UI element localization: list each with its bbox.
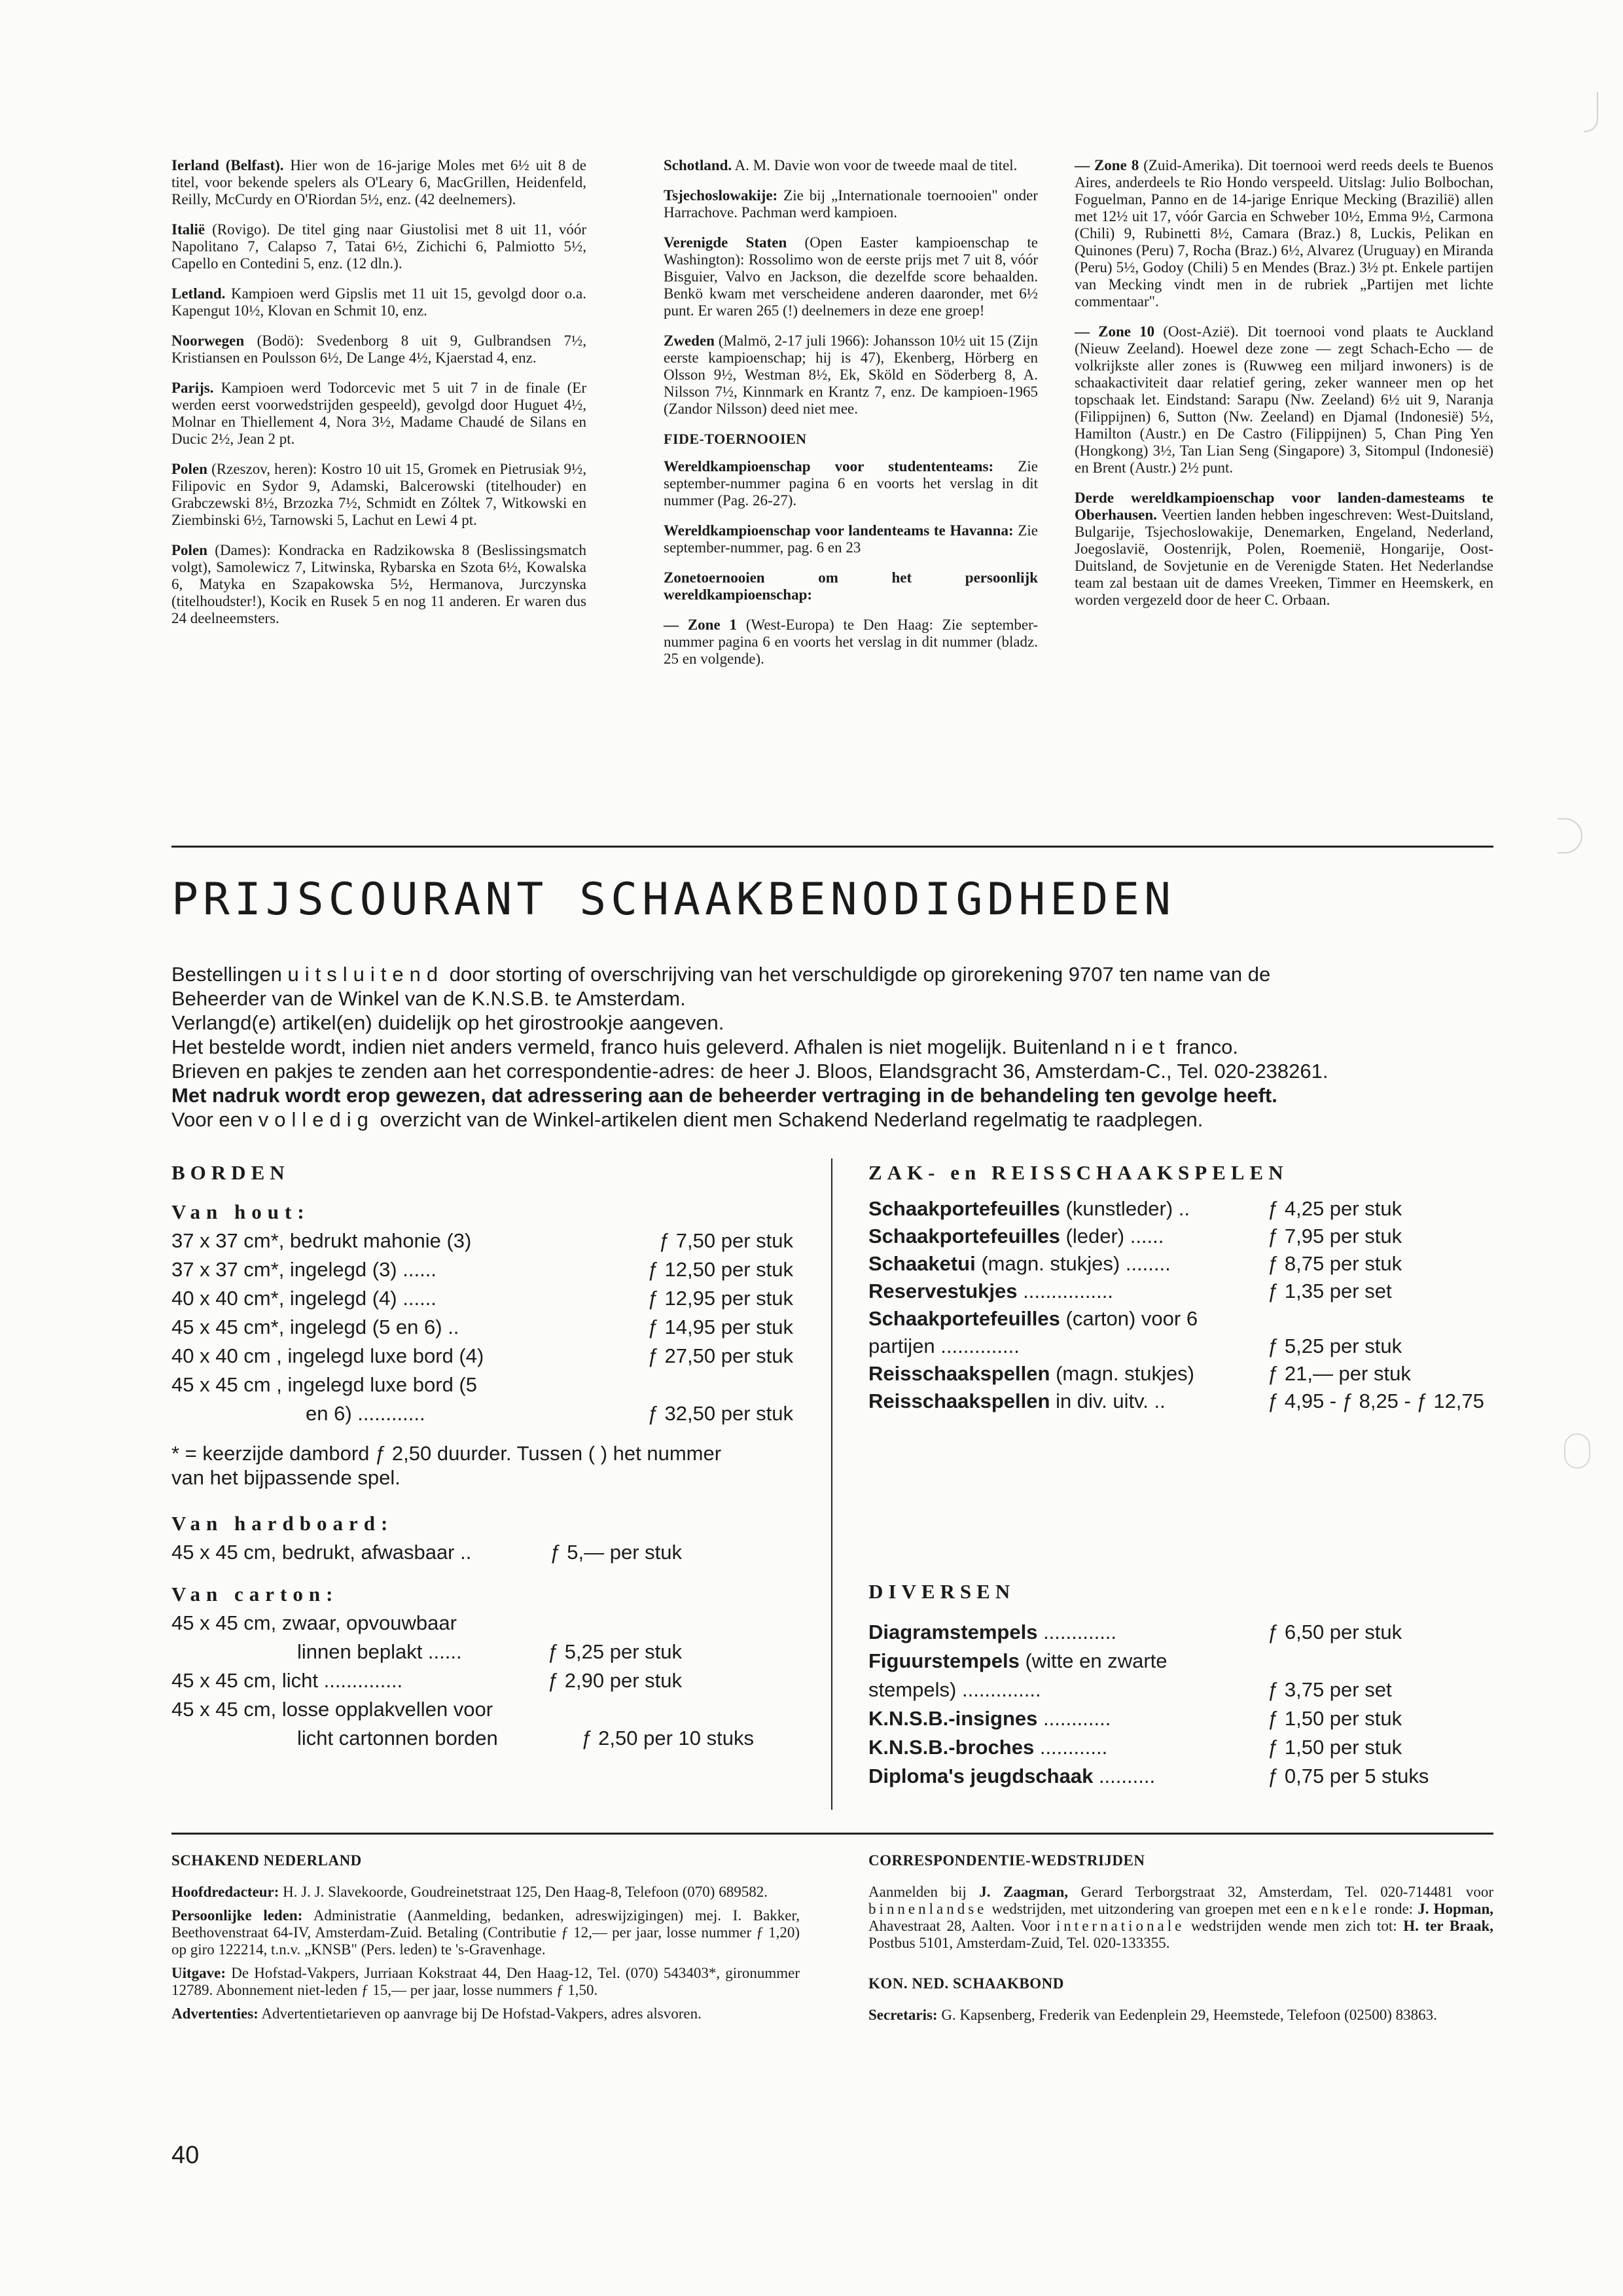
price-row: 45 x 45 cm, zwaar, opvouwbaar: [171, 1611, 457, 1634]
price-row: Diploma's jeugdschaak .......... ƒ 0,75 per 5 stuks: [868, 1765, 1429, 1787]
scan-mark-3: [1564, 1433, 1590, 1469]
price-row: 45 x 45 cm*, ingelegd (5 en 6) .. ƒ 14,95 per stuk: [171, 1316, 793, 1338]
paragraph-tsjechoslowakije: Tsjechoslowakije: Zie bij „Internationale toernooien" onder Harrachove. Pachman werd kampioen.: [664, 187, 1038, 221]
price-row: 37 x 37 cm*, ingelegd (3) ...... ƒ 12,50 per stuk: [171, 1258, 793, 1281]
price-row: Reisschaakspellen (magn. stukjes) ƒ 21,— per stuk: [868, 1362, 1411, 1385]
correspondentie-text: Aanmelden bij J. Zaagman, Gerard Terborgstraat 32, Amsterdam, Tel. 020-714481 voor binnenlandse wedstrijden, met uitzondering van groepen met een enkele ronde: J. Hopman, Ahavestraat 28, Aalten. Voor internationale wedstrijden wende men zich tot: H. ter Braak, Postbus 5101, Amsterdam-Zuid, Tel. 020-133355.: [868, 1884, 1493, 1951]
paragraph-letland: Letland. Kampioen werd Gipslis met 11 uit 15, gevolgd door o.a. Kapengut 10½, Klovan en Schmit 10, enz.: [171, 285, 586, 319]
page-number: 40: [171, 2142, 200, 2169]
price-row: Schaaketui (magn. stukjes) ........ ƒ 8,75 per stuk: [868, 1252, 1402, 1275]
footer-persoonlijke-leden: Persoonlijke leden: Administratie (Aanmelding, bedanken, adreswijzigingen) mej. I. Bakker, Beethovenstraat 64-IV, Amsterdam-Zuid. Betaling (Contributie ƒ 12,— per jaar, losse nummer ƒ 1,20) op giro 122214, t.n.v. „KNSB" (Pers. leden) te 's-Gravenhage.: [171, 1907, 800, 1958]
intro-line-5: Brieven en pakjes te zenden aan het correspondentie-adres: de heer J. Bloos, Elandsgracht 36, Amsterdam-C., Tel. 020-238261.: [171, 1060, 1329, 1083]
price-row: en 6) ............ ƒ 32,50 per stuk: [306, 1402, 793, 1425]
price-row: K.N.S.B.-broches ............ ƒ 1,50 per stuk: [868, 1736, 1402, 1759]
hout-list: [171, 1227, 793, 1428]
scan-mark-2: [1558, 818, 1582, 853]
intro-line-1: Bestellingen uitsluitend door storting of overschrijving van het verschuldigde op girorekening 9707 ten name van de: [171, 963, 1271, 986]
knsb-secretaris: Secretaris: G. Kapsenberg, Frederik van Eedenplein 29, Heemstede, Telefoon (02500) 83863.: [868, 2007, 1437, 2023]
price-row: Diagramstempels ............. ƒ 6,50 per stuk: [868, 1621, 1402, 1643]
scan-mark-1: [1584, 92, 1598, 132]
footer-hoofdredacteur: Hoofdredacteur: H. J. J. Slavekoorde, Goudreinetstraat 125, Den Haag-8, Telefoon (070) 689582.: [171, 1884, 768, 1900]
footer-correspondentie: [868, 1852, 1493, 2030]
paragraph-parijs: Parijs. Kampioen werd Todorcevic met 5 uit 7 in de finale (Er werden eerst voorwedstrijden gespeeld), gevolgd door Huguet 4½, Molnar en Thiellement 4, Nora 3½, Madame Chaudé de Silans en Ducic 2½, Jean 2 pt.: [171, 380, 586, 447]
schakend-heading: SCHAKEND NEDERLAND: [171, 1852, 362, 1869]
price-row: Figuurstempels (witte en zwarte: [868, 1649, 1168, 1672]
price-list-title: PRIJSCOURANT SCHAAKBENODIGDHEDEN: [171, 874, 1176, 925]
borden-heading: BORDEN: [171, 1161, 290, 1184]
paragraph-zweden: Zweden (Malmö, 2-17 juli 1966): Johansson 10½ uit 15 (Zijn eerste kampioenschap; hij is 47), Ekenberg, Hörberg en Olsson 9½, Westman 8½, Ek, Sköld en Söderberg 8, A. Nilsson 7½, Kinnmark en Krantz 7, enz. De kampioen-1965 (Zandor Nilsson) deed niet mee.: [664, 332, 1038, 417]
price-row: 45 x 45 cm, licht .............. ƒ 2,90 per stuk: [171, 1669, 682, 1692]
price-list-intro: [171, 962, 1451, 1132]
price-row: partijen .............. ƒ 5,25 per stuk: [868, 1335, 1402, 1357]
diversen-list: [868, 1618, 1497, 1791]
diversen-heading: DIVERSEN: [868, 1580, 1016, 1603]
paragraph-zone-8: — Zone 8 (Zuid-Amerika). Dit toernooi werd reeds deels te Buenos Aires, anderdeels te Rio Hondo verspeeld. Uitslag: Julio Bolbochan, Foguelman, Panno en de 14-jarige Enrique Mecking (Brazilië) allen met 12½ uit 17, vóór Garcia en Schweber 10½, Emma 9½, Carmona (Chili) 9, Rubinetti 8½, Camara (Braz.) 8, Luckis, Pelikan en Quinones (Peru) 7, Rocha (Braz.) 6½, Alvarez (Uruguay) en Miranda (Peru) 5½, Godoy (Chili) 5 en Mendes (Braz.) 3½ pt. Enkele partijen van Mecking vindt men in de rubriek „Partijen met lichte commentaar".: [1075, 157, 1493, 310]
paragraph-polen-dames: Polen (Dames): Kondracka en Radzikowska 8 (Beslissingsmatch volgt), Samolewicz 7, Litwinska, Rybarska en Szota 6½, Kowalska 6, Matyka en Szapakowska 5½, Hermanova, Jurczynska (titelhoudster!), Kocik en Rusek 5 en nog 11 anderen. Er waren dus 24 deelneemsters.: [171, 542, 586, 626]
paragraph-ierland: Ierland (Belfast). Hier won de 16-jarige Moles met 6½ uit 8 de titel, voor bekende spelers als O'Leary 6, MacGrillen, Heidenfeld, Reilly, McCurdy en O'Riordan 5½, enz. (42 deelnemers).: [171, 157, 586, 207]
paragraph-damesteams: Derde wereldkampioenschap voor landen-damesteams te Oberhausen. Veertien landen hebben ingeschreven: West-Duitsland, Bulgarije, Tsjechoslowakije, Denemarken, Engeland, Nederland, Joegoslavië, Oostenrijk, Polen, Roemenië, Hongarije, Oost-Duitsland, de Sovjetunie en de Verenigde Staten. Het Nederlandse team zal bestaan uit de dames Vreeken, Timmer en Heemskerk, en worden vergezeld door de heer C. Orbaan.: [1075, 490, 1493, 608]
price-row: Schaakportefeuilles (kunstleder) .. ƒ 4,25 per stuk: [868, 1197, 1402, 1220]
price-row: Schaakportefeuilles (leder) ...... ƒ 7,95 per stuk: [868, 1225, 1402, 1247]
paragraph-studententeams: Wereldkampioenschap voor studententeams: Zie september-nummer pagina 6 en voorts het verslag in dit nummer (Pag. 26-27).: [664, 458, 1038, 509]
price-row: 40 x 40 cm , ingelegd luxe bord (4) ƒ 27,50 per stuk: [171, 1344, 793, 1367]
price-row: Reisschaakspellen in div. uitv. .. ƒ 4,95 - ƒ 8,25 - ƒ 12,75: [868, 1390, 1484, 1412]
footer-schakend: [171, 1852, 800, 2029]
price-row: K.N.S.B.-insignes ............ ƒ 1,50 per stuk: [868, 1707, 1402, 1730]
price-row: licht cartonnen borden ƒ 2,50 per 10 stuks: [297, 1727, 754, 1749]
paragraph-schotland: Schotland. A. M. Davie won voor de tweede maal de titel.: [664, 157, 1018, 173]
price-row: stempels) .............. ƒ 3,75 per set: [868, 1678, 1392, 1701]
footer-uitgave: Uitgave: De Hofstad-Vakpers, Jurriaan Kokstraat 44, Den Haag-12, Tel. (070) 543403*, gironummer 12789. Abonnement niet-leden ƒ 15,— per jaar, losse nummers ƒ 1,50.: [171, 1965, 800, 1998]
correspondentie-heading: CORRESPONDENTIE-WEDSTRIJDEN: [868, 1852, 1145, 1869]
intro-line-7: Voor een volledig overzicht van de Winkel-artikelen dient men Schakend Nederland regelmatig te raadplegen.: [171, 1108, 1204, 1131]
price-row: linnen beplakt ...... ƒ 5,25 per stuk: [297, 1640, 682, 1663]
footer-advertenties: Advertenties: Advertentietarieven op aanvrage bij De Hofstad-Vakpers, adres alsvoren.: [171, 2005, 702, 2022]
paragraph-zonetoernooien: Zonetoernooien om het persoonlijk wereldkampioenschap:: [664, 569, 1038, 603]
section-borden: [171, 1158, 793, 1753]
section-diversen: [868, 1577, 1497, 1791]
paragraph-noorwegen: Noorwegen (Bodö): Svedenborg 8 uit 9, Gulbrandsen 7½, Kristiansen en Poulsson 6½, De Lange 4½, Kjaerstad 4, enz.: [171, 332, 586, 366]
fide-heading: FIDE-TOERNOOIEN: [664, 431, 807, 447]
price-row: 45 x 45 cm, losse opplakvellen voor: [171, 1698, 493, 1721]
price-row: 40 x 40 cm*, ingelegd (4) ...... ƒ 12,95 per stuk: [171, 1287, 793, 1310]
intro-line-3: Verlangd(e) artikel(en) duidelijk op het girostrookje aangeven.: [171, 1011, 724, 1034]
price-row: 45 x 45 cm , ingelegd luxe bord (5: [171, 1373, 477, 1396]
price-row: 37 x 37 cm*, bedrukt mahonie (3) ƒ 7,50 per stuk: [171, 1229, 793, 1252]
intro-line-6: Met nadruk wordt erop gewezen, dat adressering aan de beheerder vertraging in de behandeling ten gevolge heeft.: [171, 1084, 1277, 1107]
intro-line-4: Het bestelde wordt, indien niet anders vermeld, franco huis geleverd. Afhalen is niet mogelijk. Buitenland niet franco.: [171, 1035, 1238, 1058]
hout-heading: Van hout:: [171, 1200, 310, 1223]
divider-vertical: [831, 1158, 832, 1810]
carton-heading: Van carton:: [171, 1583, 339, 1605]
zak-heading: ZAK- en REISSCHAAKSPELEN: [868, 1161, 1289, 1184]
divider-top: [171, 846, 1493, 848]
paragraph-polen-heren: Polen (Rzeszov, heren): Kostro 10 uit 15, Gromek en Pietrusiak 9½, Filipovic en Sydor 9, Adamski, Balcerowski (titelhouder) en Grabczewski 8½, Brzozka 7½, Schmidt en Zóltek 7, Witkowski en Ziembinski 6½, Tarnowski 5, Lachut en Lewi 4 pt.: [171, 461, 586, 528]
borden-note: * = keerzijde dambord ƒ 2,50 duurder. Tussen ( ) het nummer van het bijpassende spel.: [171, 1442, 722, 1489]
section-zak: [868, 1158, 1497, 1415]
paragraph-verenigde-staten: Verenigde Staten (Open Easter kampioenschap te Washington): Rossolimo won de eerste prijs met 7 uit 8, vóór Bisguier, Valvo en Jackson, die dezelfde score behaalden. Benkö kwam met verscheidene anderen daaronder, met 6½ punt. Er waren 265 (!) deelnemers in deze ene groep!: [664, 234, 1039, 319]
divider-bottom: [171, 1833, 1493, 1835]
column-left: [171, 157, 586, 640]
paragraph-zone-1: — Zone 1 (West-Europa) te Den Haag: Zie september-nummer pagina 6 en voorts het verslag in dit nummer (bladz. 25 en volgende).: [664, 617, 1039, 667]
intro-line-2: Beheerder van de Winkel van de K.N.S.B. te Amsterdam.: [171, 987, 686, 1010]
paragraph-italie: Italië (Rovigo). De titel ging naar Giustolisi met 8 uit 11, vóór Napolitano 7, Calapso 7, Tatai 6½, Zichichi 6, Palmiotto 5½, Capello en Contedini 5, enz. (12 dln.).: [171, 221, 586, 272]
zak-list: [868, 1195, 1497, 1415]
price-row: Schaakportefeuilles (carton) voor 6: [868, 1307, 1198, 1330]
knsb-heading: KON. NED. SCHAAKBOND: [868, 1975, 1064, 1992]
column-right: [1075, 157, 1493, 622]
paragraph-landenteams: Wereldkampioenschap voor landenteams te Havanna: Zie september-nummer, pag. 6 en 23: [664, 522, 1038, 556]
hardboard-heading: Van hardboard:: [171, 1512, 394, 1535]
carton-list: [171, 1609, 793, 1753]
price-row: Reservestukjes ................ ƒ 1,35 per set: [868, 1280, 1392, 1302]
price-row: 45 x 45 cm, bedrukt, afwasbaar .. ƒ 5,— per stuk: [171, 1541, 682, 1564]
column-middle: [664, 157, 1038, 681]
paragraph-zone-10: — Zone 10 (Oost-Azië). Dit toernooi vond plaats te Auckland (Nieuw Zeeland). Hoewel deze zone — zegt Schach-Echo — de volkrijkste aller zones is (Ruwweg een miljard inwoners) is de schaakactiviteit daar relatief gering, zeker wanneer men op het topschaak let. Eindstand: Sarapu (Nw. Zeeland) 6½ uit 9, Naranja (Filippijnen) 6, Sutton (Nw. Zeeland) en Djamal (Indonesië) 5½, Hamilton (Austr.) en De Castro (Filippijnen) 5, Chan Ping Yen (Hongkong) 3½, Tan Lian Seng (Singapore) 3, Sitompul (Indonesië) en Brent (Austr.) 2½ punt.: [1075, 323, 1493, 476]
